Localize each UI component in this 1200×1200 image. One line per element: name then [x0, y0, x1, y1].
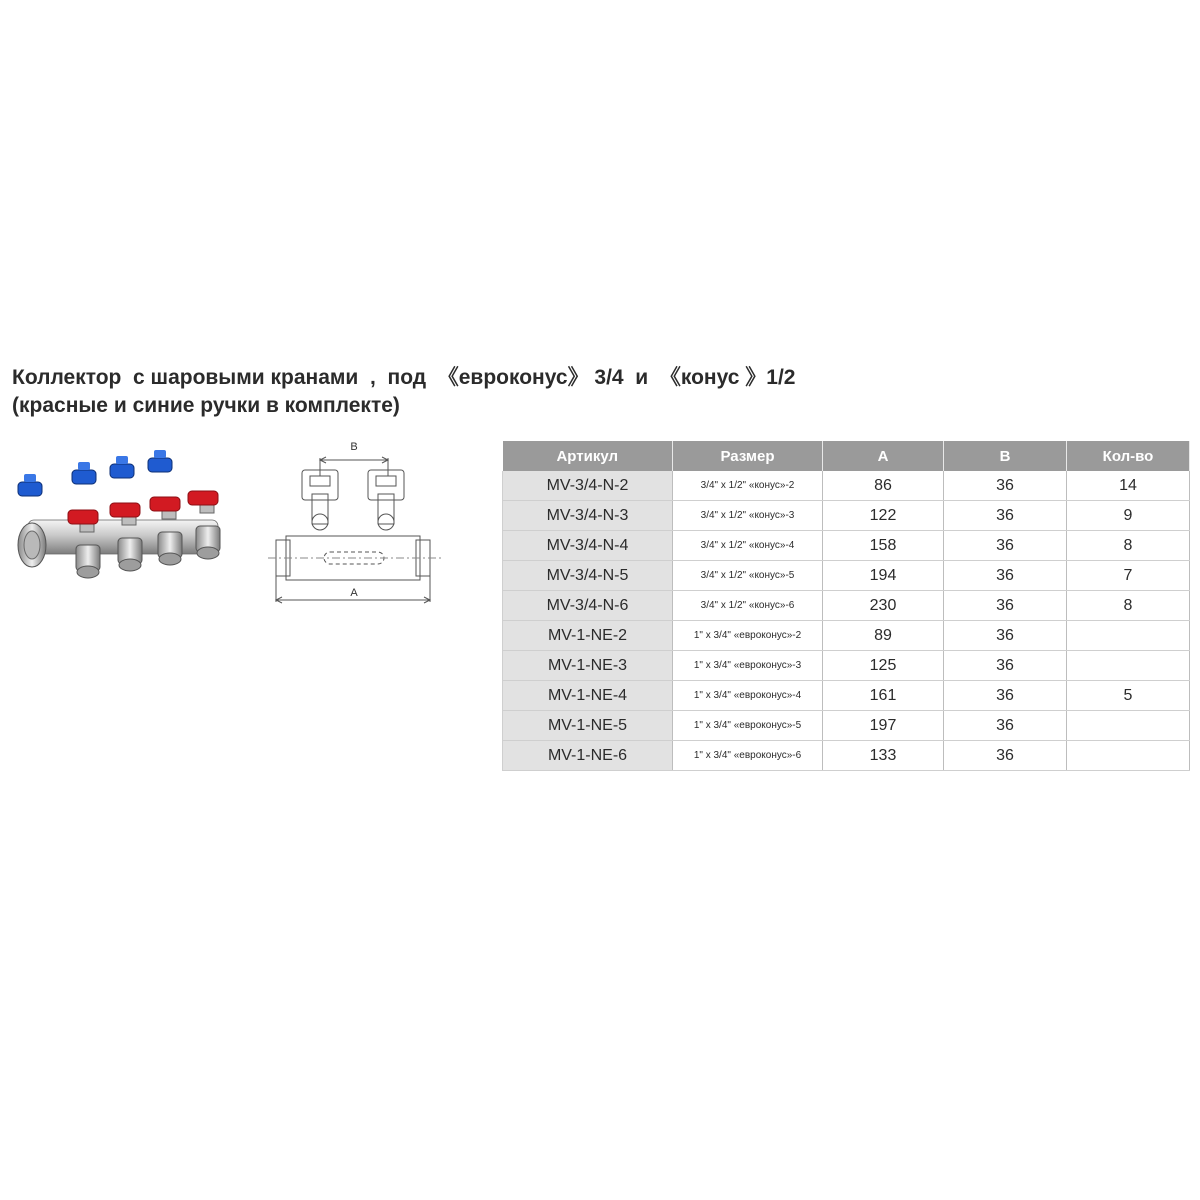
cell-article: MV-3/4-N-3 — [503, 501, 673, 531]
cell-size: 3/4" x 1/2" «конус»-2 — [673, 471, 823, 501]
title-line-2: (красные и синие ручки в комплекте) — [12, 394, 400, 417]
cell-a: 86 — [823, 471, 944, 501]
cell-a: 122 — [823, 501, 944, 531]
dimension-label-b: B — [350, 441, 358, 453]
header-article: Артикул — [503, 441, 673, 471]
cell-size: 3/4" x 1/2" «конус»-6 — [673, 591, 823, 621]
cell-qty: 8 — [1067, 531, 1190, 561]
cell-article: MV-3/4-N-2 — [503, 471, 673, 501]
cell-size: 3/4" x 1/2" «конус»-3 — [673, 501, 823, 531]
cell-a: 125 — [823, 651, 944, 681]
cell-b: 36 — [944, 561, 1067, 591]
cell-size: 3/4" x 1/2" «конус»-5 — [673, 561, 823, 591]
cell-b: 36 — [944, 591, 1067, 621]
cell-size: 1" x 3/4" «евроконус»-6 — [673, 741, 823, 771]
table-row — [503, 501, 1190, 531]
header-qty: Кол-во — [1067, 441, 1190, 471]
cell-size: 3/4" x 1/2" «конус»-4 — [673, 531, 823, 561]
cell-qty — [1067, 651, 1190, 681]
cell-b: 36 — [944, 711, 1067, 741]
cell-a: 133 — [823, 741, 944, 771]
title-line-1: Коллектор с шаровыми кранами , под 《евроконус》 3/4 и 《конус 》1/2 — [12, 366, 796, 389]
cell-article: MV-3/4-N-5 — [503, 561, 673, 591]
cell-size: 1" x 3/4" «евроконус»-4 — [673, 681, 823, 711]
cell-size: 1" x 3/4" «евроконус»-2 — [673, 621, 823, 651]
cell-qty — [1067, 621, 1190, 651]
blue-handle-icons — [18, 450, 172, 496]
cell-size: 1" x 3/4" «евроконус»-3 — [673, 651, 823, 681]
table-row — [503, 741, 1190, 771]
header-size: Размер — [673, 441, 823, 471]
table-row — [503, 561, 1190, 591]
cell-a: 161 — [823, 681, 944, 711]
cell-b: 36 — [944, 471, 1067, 501]
cell-qty: 7 — [1067, 561, 1190, 591]
cell-qty — [1067, 711, 1190, 741]
cell-b: 36 — [944, 621, 1067, 651]
table-row — [503, 651, 1190, 681]
cell-b: 36 — [944, 651, 1067, 681]
dimension-label-a: A — [350, 587, 358, 599]
header-b: B — [944, 441, 1067, 471]
table-row — [503, 621, 1190, 651]
cell-b: 36 — [944, 741, 1067, 771]
cell-qty: 8 — [1067, 591, 1190, 621]
cell-b: 36 — [944, 501, 1067, 531]
table-header-row — [503, 441, 1190, 471]
cell-b: 36 — [944, 681, 1067, 711]
table-row — [503, 681, 1190, 711]
dimension-drawing — [268, 436, 443, 606]
table-row — [503, 531, 1190, 561]
cell-qty: 5 — [1067, 681, 1190, 711]
cell-article: MV-1-NE-4 — [503, 681, 673, 711]
page-title — [12, 364, 795, 420]
cell-qty: 9 — [1067, 501, 1190, 531]
cell-article: MV-3/4-N-4 — [503, 531, 673, 561]
cell-b: 36 — [944, 531, 1067, 561]
table-row — [503, 711, 1190, 741]
red-handle-icons — [68, 491, 218, 524]
cell-a: 89 — [823, 621, 944, 651]
cell-article: MV-1-NE-5 — [503, 711, 673, 741]
cell-qty: 14 — [1067, 471, 1190, 501]
cell-a: 194 — [823, 561, 944, 591]
spec-table — [502, 441, 1190, 771]
cell-article: MV-3/4-N-6 — [503, 591, 673, 621]
cell-size: 1" x 3/4" «евроконус»-5 — [673, 711, 823, 741]
cell-article: MV-1-NE-6 — [503, 741, 673, 771]
cell-article: MV-1-NE-2 — [503, 621, 673, 651]
header-a: A — [823, 441, 944, 471]
cell-a: 230 — [823, 591, 944, 621]
product-photo — [14, 450, 236, 585]
table-row — [503, 591, 1190, 621]
table-row — [503, 471, 1190, 501]
cell-a: 158 — [823, 531, 944, 561]
cell-a: 197 — [823, 711, 944, 741]
cell-qty — [1067, 741, 1190, 771]
cell-article: MV-1-NE-3 — [503, 651, 673, 681]
